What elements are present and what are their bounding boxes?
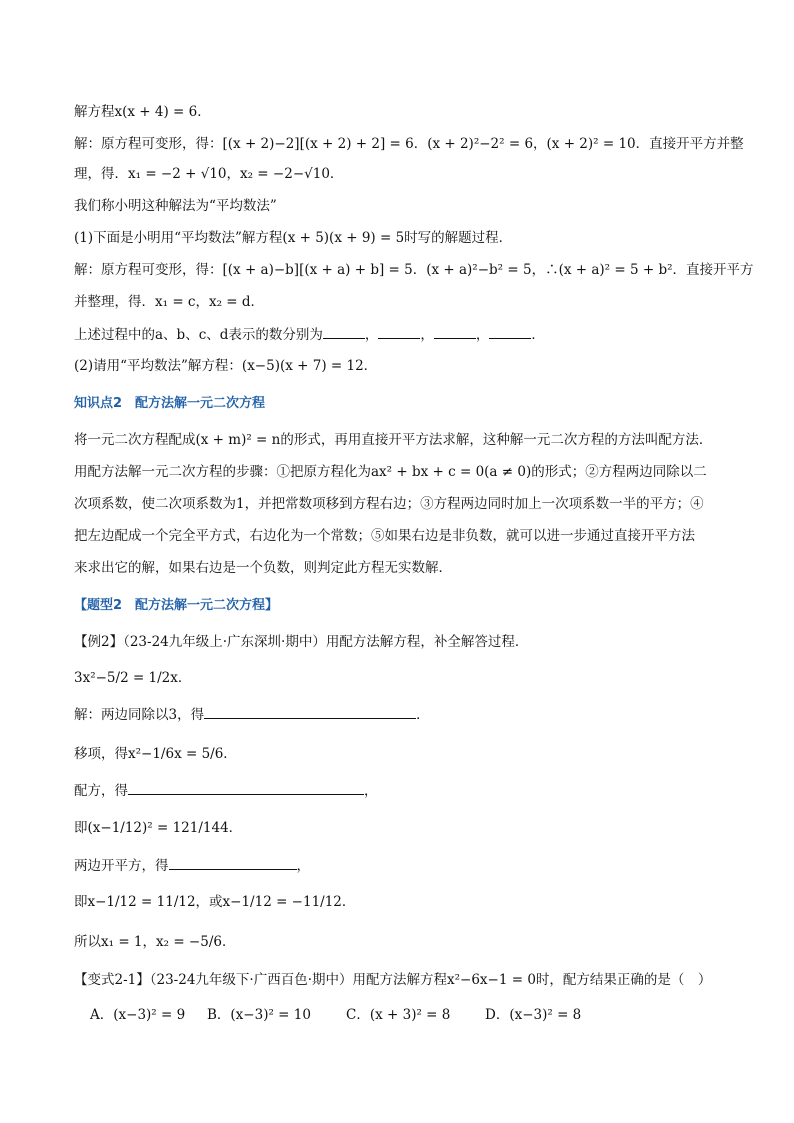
paragraph-line: 次项系数，使二次项系数为1，并把常数项移到方程右边；③方程两边同时加上一次项系数一半的平方；④ bbox=[74, 496, 704, 512]
period: ． bbox=[531, 327, 545, 343]
solution-line: 并整理，得．x₁ = c，x₂ = d． bbox=[74, 294, 265, 310]
separator: ， bbox=[475, 327, 490, 343]
separator: ， bbox=[296, 858, 310, 874]
paragraph-line: 用配方法解一元二次方程的步骤：①把原方程化为ax² + bx + c = 0(a ≠ 0)的形式；②方程两边同除以二 bbox=[74, 464, 707, 480]
fill-in-line bbox=[74, 324, 545, 345]
answer-blank[interactable] bbox=[204, 704, 416, 719]
step-line: 所以x₁ = 1，x₂ = −5/6． bbox=[74, 934, 236, 950]
answer-blank[interactable] bbox=[434, 324, 476, 339]
step-line bbox=[74, 780, 378, 801]
step-line bbox=[74, 704, 430, 725]
paragraph-line: 将一元二次方程配成(x + m)² = n的形式，再用直接开平方法求解，这种解一元二次方程的方法叫配方法． bbox=[74, 432, 713, 448]
question-2: (2)请用“平均数法”解方程：(x−5)(x + 7) = 12． bbox=[74, 358, 378, 374]
answer-blank[interactable] bbox=[378, 324, 420, 339]
answer-blank[interactable] bbox=[323, 324, 365, 339]
answer-blank[interactable] bbox=[169, 855, 297, 870]
question-1: (1)下面是小明用“平均数法”解方程(x + 5)(x + 9) = 5时写的解题过程． bbox=[74, 230, 513, 246]
variant-question: 【变式2-1】（23-24九年级下·广西百色·期中）用配方法解方程x²−6x−1 = 0时，配方结果正确的是（ ） bbox=[74, 972, 712, 988]
step-line: 即x−1/12 = 11/12，或x−1/12 = −11/12． bbox=[74, 894, 356, 910]
step-line bbox=[74, 855, 310, 876]
option-c[interactable]: C．(x + 3)² = 8 bbox=[346, 1007, 451, 1023]
option-b[interactable]: B．(x−3)² = 10 bbox=[207, 1007, 311, 1023]
period: ． bbox=[416, 707, 430, 723]
separator: ， bbox=[364, 783, 378, 799]
paragraph-line: 来求出它的解，如果右边是一个负数，则判定此方程无实数解． bbox=[74, 560, 452, 576]
fill-in-prompt: 上述过程中的a、b、c、d表示的数分别为 bbox=[74, 327, 323, 343]
equation: 3x²−5/2 = 1/2x． bbox=[74, 670, 192, 686]
problem-statement: 解方程x(x + 4) = 6． bbox=[74, 104, 211, 120]
answer-blank[interactable] bbox=[128, 780, 364, 795]
answer-blank[interactable] bbox=[489, 324, 531, 339]
step-label: 解：两边同除以3，得 bbox=[74, 707, 205, 723]
step-line: 即(x−1/12)² = 121/144． bbox=[74, 820, 243, 836]
separator: ， bbox=[420, 327, 434, 343]
separator: ， bbox=[364, 327, 379, 343]
step-label: 配方，得 bbox=[74, 783, 128, 799]
step-label: 两边开平方，得 bbox=[74, 858, 169, 874]
section-heading: 知识点2 配方法解一元二次方程 bbox=[74, 396, 266, 411]
option-a[interactable]: A．(x−3)² = 9 bbox=[90, 1007, 186, 1023]
question-type-heading: 【题型2 配方法解一元二次方程】 bbox=[74, 598, 279, 613]
step-line: 移项，得x²−1/6x = 5/6． bbox=[74, 746, 237, 762]
method-name: 我们称小明这种解法为“平均数法” bbox=[74, 198, 277, 214]
paragraph-line: 把左边配成一个完全平方式，右边化为一个常数；⑤如果右边是非负数，就可以进一步通过直接开平方法 bbox=[74, 528, 695, 544]
solution-line: 解：原方程可变形，得：[(x + 2)−2][(x + 2) + 2] = 6．(x + 2)²−2² = 6，(x + 2)² = 10．直接开平方并整 bbox=[74, 136, 744, 152]
solution-line: 解：原方程可变形，得：[(x + a)−b][(x + a) + b] = 5．(x + a)²−b² = 5，∴(x + a)² = 5 + b²．直接开平方 bbox=[74, 262, 754, 278]
option-d[interactable]: D．(x−3)² = 8 bbox=[485, 1007, 582, 1023]
example-heading: 【例2】（23-24九年级上·广东深圳·期中）用配方法解方程，补全解答过程． bbox=[74, 634, 529, 650]
solution-line: 理，得．x₁ = −2 + √10，x₂ = −2−√10． bbox=[74, 166, 344, 182]
